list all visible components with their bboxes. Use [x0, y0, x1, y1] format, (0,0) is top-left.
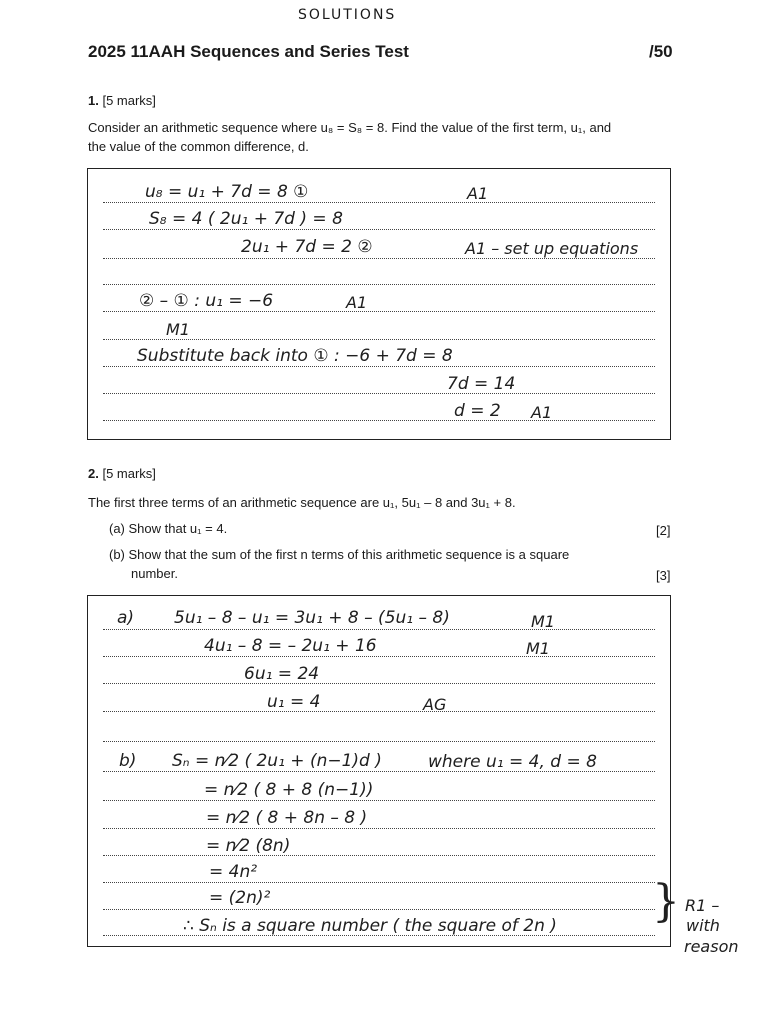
- question-2-marks: [5 marks]: [102, 466, 156, 481]
- q2-a-mark-1: M1: [531, 612, 555, 631]
- answer-line: [103, 366, 655, 367]
- q2-part-a-label: a): [117, 608, 135, 628]
- question-2-part-a-marks: [2]: [656, 523, 671, 538]
- question-2-part-b-marks: [3]: [656, 568, 671, 583]
- answer-line: [103, 683, 655, 684]
- q2-b-line2: = n⁄2 ( 8 + 8 (n−1)): [204, 780, 374, 800]
- answer-line: [103, 741, 655, 742]
- question-2-text: The first three terms of an arithmetic sequence are u₁, 5u₁ – 8 and 3u₁ + 8.: [88, 495, 516, 510]
- question-2-part-b-line1: (b) Show that the sum of the first n terms of this arithmetic sequence is a square: [109, 547, 570, 562]
- q2-a-mark-3: AG: [423, 695, 447, 714]
- q1-solution-line3: 2u₁ + 7d = 2 ②: [241, 237, 373, 257]
- question-2-heading: [88, 466, 156, 481]
- answer-line: [103, 420, 655, 421]
- q2-b-line6: = (2n)²: [209, 888, 271, 908]
- question-1-heading: [88, 93, 156, 108]
- answer-line: [103, 629, 655, 630]
- answer-line: [103, 800, 655, 801]
- q2-b-line1: Sₙ = n⁄2 ( 2u₁ + (n−1)d ): [172, 751, 382, 771]
- q1-solution-line4: ② – ① : u₁ = −6: [139, 291, 274, 311]
- q2-a-line3: 6u₁ = 24: [244, 664, 320, 684]
- question-1-text-line1: Consider an arithmetic sequence where u₈ = S₈ = 8. Find the value of the first term, u₁, and: [88, 120, 612, 135]
- q1-solution-line7: 7d = 14: [447, 374, 516, 394]
- q1-mark-3: A1: [346, 293, 368, 312]
- answer-line: [103, 258, 655, 259]
- question-1-number: 1.: [88, 93, 99, 108]
- q2-b-line3: = n⁄2 ( 8 + 8n – 8 ): [206, 808, 368, 828]
- q2-b-line4: = n⁄2 (8n): [206, 836, 291, 856]
- answer-line: [103, 229, 655, 230]
- q1-mark-4: M1: [166, 320, 190, 339]
- answer-line: [103, 828, 655, 829]
- total-marks: /50: [649, 42, 673, 61]
- answer-line: [103, 393, 655, 394]
- q1-mark-2: A1 – set up equations: [465, 239, 639, 258]
- q2-b-line7: ∴ Sₙ is a square number ( the square of 2n ): [183, 916, 557, 936]
- q1-solution-line2: S₈ = 4 ( 2u₁ + 7d ) = 8: [149, 209, 343, 229]
- question-1-text-line2: the value of the common difference, d.: [88, 139, 309, 154]
- solutions-heading: SOLUTIONS: [298, 7, 397, 23]
- question-2-part-b-line2: number.: [131, 566, 178, 581]
- q2-part-b-label: b): [119, 751, 137, 771]
- curly-brace: }: [652, 876, 680, 927]
- q2-a-line2: 4u₁ – 8 = – 2u₁ + 16: [204, 636, 377, 656]
- answer-line: [103, 202, 655, 203]
- q2-a-mark-2: M1: [526, 639, 550, 658]
- margin-mark-line2: with: [686, 916, 720, 935]
- margin-mark-line3: reason: [684, 937, 739, 956]
- q2-b-line5: = 4n²: [209, 862, 258, 882]
- margin-mark-line1: R1 –: [685, 896, 720, 915]
- question-2-part-a: (a) Show that u₁ = 4.: [109, 521, 228, 536]
- answer-line: [103, 656, 655, 657]
- q2-b-note: where u₁ = 4, d = 8: [428, 752, 597, 772]
- answer-line: [103, 339, 655, 340]
- q1-solution-line6: Substitute back into ① : −6 + 7d = 8: [137, 346, 453, 366]
- answer-line: [103, 882, 655, 883]
- answer-line: [103, 284, 655, 285]
- question-2-number: 2.: [88, 466, 99, 481]
- q2-a-line4: u₁ = 4: [267, 692, 321, 712]
- page-title: 2025 11AAH Sequences and Series Test: [88, 42, 409, 61]
- q1-solution-line1: u₈ = u₁ + 7d = 8 ①: [145, 182, 309, 202]
- answer-line: [103, 855, 655, 856]
- q1-mark-5: A1: [531, 403, 553, 422]
- question-1-marks: [5 marks]: [102, 93, 156, 108]
- q2-a-line1: 5u₁ – 8 – u₁ = 3u₁ + 8 – (5u₁ – 8): [174, 608, 450, 628]
- answer-line: [103, 311, 655, 312]
- answer-line: [103, 711, 655, 712]
- q1-mark-1: A1: [467, 184, 489, 203]
- answer-line: [103, 909, 655, 910]
- q1-solution-line8: d = 2: [454, 401, 501, 421]
